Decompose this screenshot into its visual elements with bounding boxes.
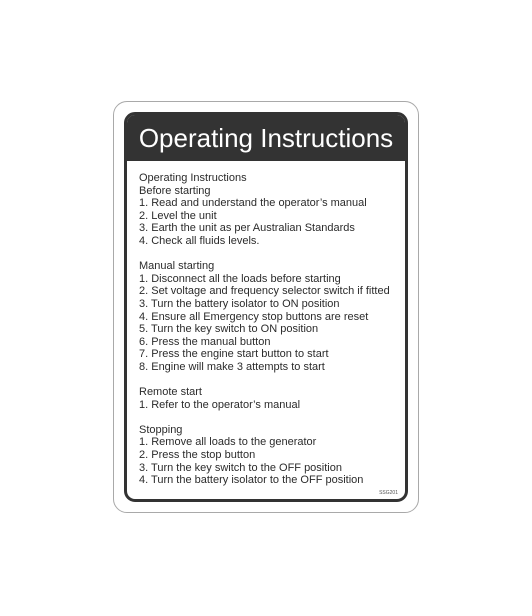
instruction-item: 4. Check all fluids levels. (139, 234, 260, 247)
instruction-item: 3. Turn the key switch to the OFF position (139, 461, 342, 474)
instruction-item: 1. Refer to the operator’s manual (139, 398, 301, 411)
section-heading: Operating Instructions (139, 172, 247, 184)
sign-panel (124, 112, 408, 502)
instruction-item: 6. Press the manual button (139, 335, 271, 348)
sign-code: SSG201 (379, 490, 398, 496)
section-heading: Manual starting (139, 260, 215, 273)
section-heading: Stopping (139, 423, 183, 436)
section-manual-starting (139, 260, 399, 373)
instruction-item: 1. Disconnect all the loads before starting (139, 272, 341, 285)
instruction-item: 3. Turn the battery isolator to ON position (139, 297, 340, 310)
instruction-item: 8. Engine will make 3 attempts to start (139, 360, 325, 373)
instruction-item: 2. Set voltage and frequency selector switch if fitted (139, 285, 390, 298)
instruction-item: 4. Turn the battery isolator to the OFF position (139, 474, 364, 487)
section-stopping (139, 424, 399, 487)
sign-body (139, 172, 399, 499)
section-before-starting (139, 172, 399, 248)
instruction-item: 1. Remove all loads to the generator (139, 436, 317, 449)
section-remote-start (139, 386, 399, 411)
instruction-item: 4. Ensure all Emergency stop buttons are reset (139, 310, 369, 323)
sign-title: Operating Instructions (127, 115, 405, 161)
instruction-item: 2. Press the stop button (139, 449, 256, 462)
sign-outer-border (113, 101, 419, 513)
instruction-item: 7. Press the engine start button to start (139, 348, 329, 361)
section-heading: Remote start (139, 386, 202, 399)
instruction-item: 5. Turn the key switch to ON position (139, 323, 319, 336)
instruction-item: 2. Level the unit (139, 209, 217, 222)
instruction-item: 1. Read and understand the operator’s manual (139, 197, 367, 210)
instruction-item: 3. Earth the unit as per Australian Standards (139, 222, 355, 235)
section-subheading: Before starting (139, 184, 211, 197)
